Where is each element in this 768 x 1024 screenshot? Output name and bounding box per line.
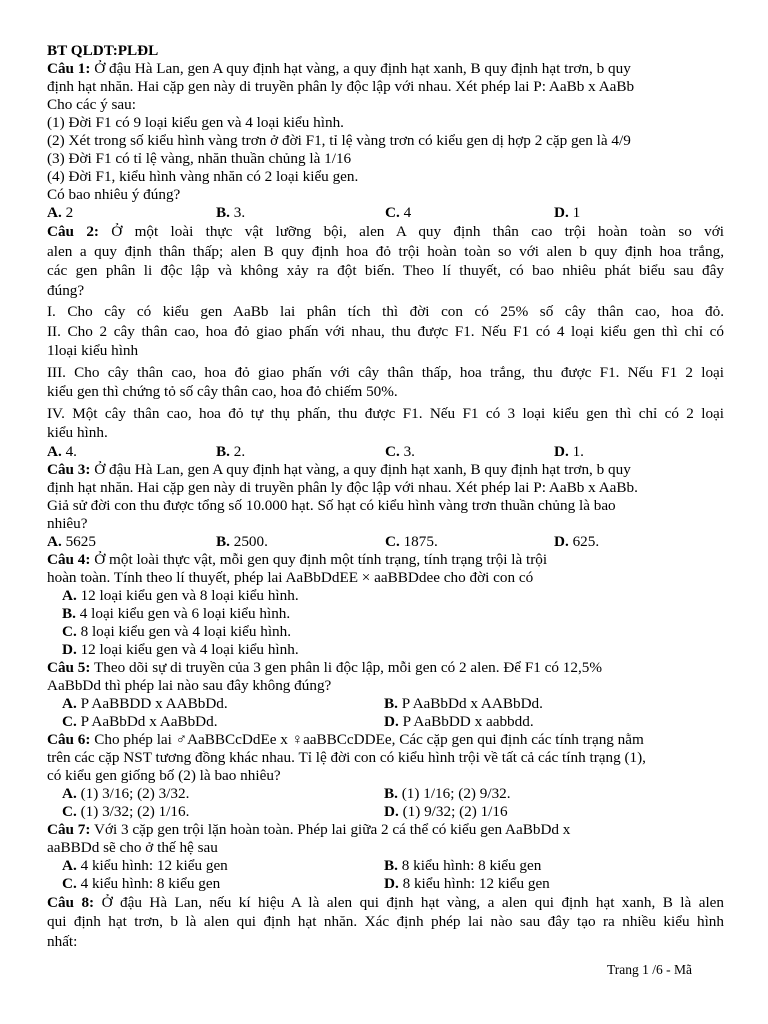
option-b: B. (1) 1/16; (2) 9/32. bbox=[384, 784, 511, 802]
question-label: Câu 3: bbox=[47, 460, 91, 478]
question-1 bbox=[47, 60, 724, 222]
question-text: alen a quy định thân thấp; alen B quy định hoa đỏ trội hoàn toàn so với alen b quy định hoa trắng, bbox=[47, 242, 724, 260]
question-3 bbox=[47, 461, 724, 551]
question-2 bbox=[47, 222, 724, 461]
question-text: đúng? bbox=[47, 281, 85, 299]
option-d: D. 12 loại kiểu gen và 4 loại kiểu hình. bbox=[62, 640, 299, 658]
answer-options bbox=[47, 443, 724, 461]
question-label: Câu 5: bbox=[47, 658, 91, 676]
option-a: A. 4 kiểu hình: 12 kiểu gen bbox=[62, 856, 228, 874]
question-text: Với 3 cặp gen trội lặn hoàn toàn. Phép lai giữa 2 cá thể có kiểu gen AaBbDd x bbox=[90, 820, 571, 838]
question-label: Câu 1: bbox=[47, 60, 91, 77]
statement: (2) Xét trong số kiểu hình vàng trơn ở đời F1, tỉ lệ vàng trơn có kiểu gen dị hợp 2 cặp gen là 4/9 bbox=[47, 132, 631, 149]
question-text: AaBbDd thì phép lai nào sau đây không đúng? bbox=[47, 676, 332, 694]
question-text: nhiêu? bbox=[47, 514, 88, 532]
question-text: các gen phân li độc lập và không xảy ra đột biến. Theo lí thuyết, có bao nhiêu phát biểu sau đây bbox=[47, 262, 724, 279]
option-b: B. 4 loại kiểu gen và 6 loại kiểu hình. bbox=[62, 604, 291, 622]
answer-options bbox=[47, 533, 724, 551]
question-text: trên các cặp NST tương đồng khác nhau. Tỉ lệ đời con có kiểu hình trội về tất cả các tính trạng (1), bbox=[47, 748, 646, 766]
option-d: D. (1) 9/32; (2) 1/16 bbox=[384, 802, 508, 820]
question-text: Ở một loài thực vật lưỡng bội, alen A quy định thân cao trội hoàn toàn so với bbox=[98, 223, 724, 240]
answer-options-row bbox=[47, 695, 724, 713]
document-page bbox=[47, 42, 724, 951]
answer-options-row bbox=[47, 857, 724, 875]
option-b: B. 2500. bbox=[216, 532, 268, 550]
option-c: C. 3. bbox=[385, 442, 415, 460]
option-c: C. (1) 3/32; (2) 1/16. bbox=[62, 802, 190, 820]
answer-options-row bbox=[47, 785, 724, 803]
question-text: định hạt nhăn. Hai cặp gen này di truyền phân ly độc lập với nhau. Xét phép lai P: AaBb x AaBb. bbox=[47, 478, 638, 496]
question-text: Ở đậu Hà Lan, nếu kí hiệu A là alen qui định hạt vàng, a alen qui định hạt xanh, B là alen bbox=[94, 893, 724, 911]
statement: (1) Đời F1 có 9 loại kiểu gen và 4 loại kiểu hình. bbox=[47, 114, 344, 131]
option-a: A. 12 loại kiểu gen và 8 loại kiểu hình. bbox=[62, 586, 299, 604]
option-a: A. (1) 3/16; (2) 3/32. bbox=[62, 784, 190, 802]
question-label: Câu 8: bbox=[47, 893, 95, 911]
question-6 bbox=[47, 731, 724, 821]
question-text: Ở đậu Hà Lan, gen A quy định hạt vàng, a quy định hạt xanh, B quy định hạt trơn, b quy bbox=[90, 460, 631, 478]
question-8 bbox=[47, 893, 724, 952]
question-label: Câu 7: bbox=[47, 820, 91, 838]
statement-cont: kiểu gen thì chứng tỏ số cây thân cao, hoa đỏ chiếm 50%. bbox=[47, 383, 398, 400]
question-text: Cho phép lai ♂AaBBCcDdEe x ♀aaBBCcDDEe, Các cặp gen qui định các tính trạng nằm bbox=[90, 730, 644, 748]
statement: (3) Đời F1 có tỉ lệ vàng, nhăn thuần chủng là 1/16 bbox=[47, 150, 352, 167]
option-d: D. 1 bbox=[554, 204, 581, 221]
question-label: Câu 4: bbox=[47, 550, 91, 568]
question-label: Câu 6: bbox=[47, 730, 91, 748]
answer-options-row bbox=[47, 803, 724, 821]
option-c: C. 4 kiểu hình: 8 kiểu gen bbox=[62, 874, 221, 892]
question-text: Giả sử đời con thu được tổng số 10.000 hạt. Số hạt có kiểu hình vàng trơn thuần chủng là bao bbox=[47, 496, 616, 514]
statement: (4) Đời F1, kiểu hình vàng nhăn có 2 loại kiểu gen. bbox=[47, 168, 359, 185]
question-text: Có bao nhiêu ý đúng? bbox=[47, 186, 181, 203]
question-text: định hạt nhăn. Hai cặp gen này di truyền phân ly độc lập với nhau. Xét phép lai P: AaBb x AaBb bbox=[47, 78, 635, 95]
option-c: C. 8 loại kiểu gen và 4 loại kiểu hình. bbox=[62, 622, 292, 640]
statement: IV. Một cây thân cao, hoa đỏ tự thụ phấn, thu được F1. Nếu F1 có 3 loại kiểu gen thì chỉ có 2 loại bbox=[47, 404, 724, 422]
question-text: Ở đậu Hà Lan, gen A quy định hạt vàng, a quy định hạt xanh, B quy định hạt trơn, b quy bbox=[90, 60, 631, 77]
page-footer: Trang 1 /6 - Mã bbox=[607, 962, 693, 977]
option-a: A. 2 bbox=[47, 204, 74, 221]
statement: II. Cho 2 cây thân cao, hoa đỏ giao phấn với nhau, thu được F1. Nếu F1 có 4 loại kiểu gen thì chỉ có bbox=[47, 322, 724, 340]
answer-options-row bbox=[47, 713, 724, 731]
statement-cont: kiểu hình. bbox=[47, 424, 108, 441]
question-text: aaBBDd sẽ cho ở thế hệ sau bbox=[47, 838, 218, 856]
option-d: D. P AaBbDD x aabbdd. bbox=[384, 712, 534, 730]
question-text: Theo dõi sự di truyền của 3 gen phân li độc lập, mỗi gen có 2 alen. Để F1 có 12,5% bbox=[90, 658, 603, 676]
option-c: C. 1875. bbox=[385, 532, 438, 550]
option-c: C. P AaBbDd x AaBbDd. bbox=[62, 712, 218, 730]
question-label: Câu 2: bbox=[47, 223, 99, 240]
question-7 bbox=[47, 821, 724, 893]
document-title: BT QLDT:PLĐL bbox=[47, 42, 159, 59]
statement-cont: 1loại kiểu hình bbox=[47, 342, 139, 359]
option-a: A. 4. bbox=[47, 442, 77, 460]
question-text: có kiểu gen giống bố (2) là bao nhiêu? bbox=[47, 766, 281, 784]
question-text: qui định hạt trơn, b là alen qui định hạt nhăn. Xác định phép lai nào sau đây tạo ra nhiều kiểu hình bbox=[47, 913, 724, 930]
option-b: B. 2. bbox=[216, 442, 246, 460]
question-5 bbox=[47, 659, 724, 731]
option-d: D. 1. bbox=[554, 442, 584, 460]
question-text: nhất: bbox=[47, 932, 78, 950]
option-c: C. 4 bbox=[385, 204, 412, 221]
option-d: D. 8 kiểu hình: 12 kiểu gen bbox=[384, 874, 550, 892]
option-b: B. P AaBbDd x AABbDd. bbox=[384, 694, 543, 712]
option-a: A. 5625 bbox=[47, 532, 96, 550]
answer-options bbox=[47, 204, 724, 222]
option-b: B. 8 kiểu hình: 8 kiểu gen bbox=[384, 856, 542, 874]
option-a: A. P AaBBDD x AABbDd. bbox=[62, 694, 228, 712]
option-b: B. 3. bbox=[216, 204, 246, 221]
statement: III. Cho cây thân cao, hoa đỏ giao phấn với cây thân thấp, hoa trắng, thu được F1. Nếu F1 2 loại bbox=[47, 363, 724, 381]
question-text: hoàn toàn. Tính theo lí thuyết, phép lai AaBbDdEE × aaBBDdee cho đời con có bbox=[47, 568, 534, 586]
question-text: Ở một loài thực vật, mỗi gen quy định một tính trạng, tính trạng trội là trội bbox=[90, 550, 548, 568]
option-d: D. 625. bbox=[554, 532, 600, 550]
question-text: Cho các ý sau: bbox=[47, 96, 136, 113]
answer-options-row bbox=[47, 875, 724, 893]
question-4 bbox=[47, 551, 724, 659]
statement: I. Cho cây có kiểu gen AaBb lai phân tích thì đời con có 25% số cây thân cao, hoa đỏ. bbox=[47, 303, 724, 320]
